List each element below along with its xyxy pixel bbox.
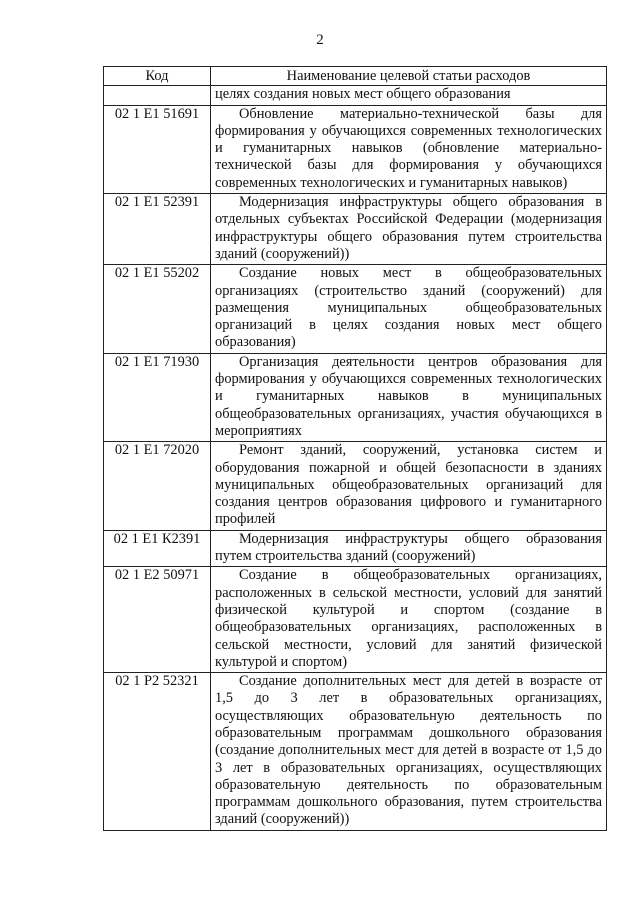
table-row — [104, 194, 607, 265]
continuation-text: целях создания новых мест общего образования — [211, 86, 607, 105]
header-code: Код — [104, 67, 211, 86]
table-row — [104, 353, 607, 441]
row-code: 02 1 Е2 50971 — [104, 567, 211, 673]
row-name: Организация деятельности центров образования для формирования у обучающихся современных технологических и гуманитарных навыков в муниципальных общеобразовательных организациях, участия обучающихся в мероприятиях — [211, 353, 607, 441]
row-name: Обновление материально-технической базы для формирования у обучающихся современных технологических и гуманитарных навыков (обновление материально-технической базы для формирования у обучающихся современных технологических и гуманитарных навыков) — [211, 105, 607, 193]
page-number: 2 — [316, 32, 324, 48]
row-code: 02 1 Е1 71930 — [104, 353, 211, 441]
budget-items-table — [103, 66, 607, 831]
continuation-row — [104, 86, 607, 105]
row-code: 02 1 Е1 51691 — [104, 105, 211, 193]
header-name: Наименование целевой статьи расходов — [211, 67, 607, 86]
row-code: 02 1 Е1 К2391 — [104, 530, 211, 567]
row-name: Ремонт зданий, сооружений, установка систем и оборудования пожарной и общей безопасности в зданиях муниципальных общеобразовательных организаций для создания центров образования цифрового и гуманитарного профилей — [211, 442, 607, 530]
row-code: 02 1 Е1 72020 — [104, 442, 211, 530]
table-row — [104, 530, 607, 567]
row-name: Модернизация инфраструктуры общего образования путем строительства зданий (сооружений) — [211, 530, 607, 567]
row-code: 02 1 Р2 52321 — [104, 673, 211, 831]
table-row — [104, 673, 607, 831]
row-name: Создание в общеобразовательных организациях, расположенных в сельской местности, условий для занятий физической культурой и спортом (создание в общеобразовательных организациях, расположенных в сельской местности, условий для занятий физической культурой и спортом) — [211, 567, 607, 673]
row-code: 02 1 Е1 52391 — [104, 194, 211, 265]
row-name: Модернизация инфраструктуры общего образования в отдельных субъектах Российской Федерации (модернизация инфраструктуры общего образования путем строительства зданий (сооружений)) — [211, 194, 607, 265]
row-code: 02 1 Е1 55202 — [104, 265, 211, 353]
row-name: Создание новых мест в общеобразовательных организациях (строительство зданий (сооружений) для размещения муниципальных общеобразовательных организаций в целях создания новых мест общего образования) — [211, 265, 607, 353]
table-header-row — [104, 67, 607, 86]
continuation-code-cell — [104, 86, 211, 105]
table-row — [104, 105, 607, 193]
table-row — [104, 567, 607, 673]
table-row — [104, 265, 607, 353]
row-name: Создание дополнительных мест для детей в возрасте от 1,5 до 3 лет в образовательных организациях, осуществляющих образовательную деятельность по образовательным программам дошкольного образования (создание дополнительных мест для детей в возрасте от 1,5 до 3 лет в образовательных организациях, осуществляющих образовательную деятельность по образовательным программам дошкольного образования, путем строительства зданий (сооружений)) — [211, 673, 607, 831]
table-row — [104, 442, 607, 530]
